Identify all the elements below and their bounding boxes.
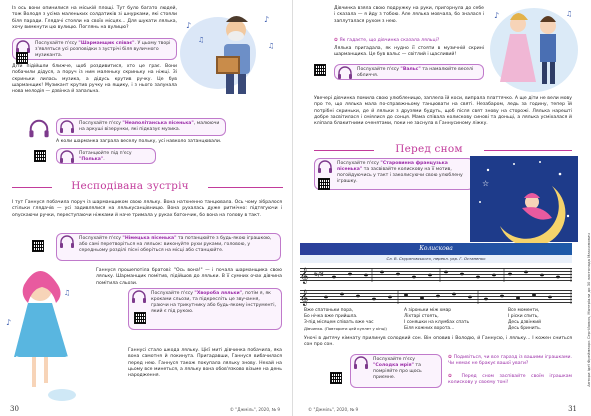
task-box-5-title: "Хвороба ляльки": [194, 291, 243, 296]
song-title: Колискова: [300, 243, 572, 255]
lyric-line: Вже спатоньки пора,: [304, 308, 354, 313]
sleeping-girl-illustration: [470, 156, 578, 242]
music-notes: [300, 264, 572, 286]
bullet-icon: ✿: [448, 355, 454, 360]
music-staff-1: [300, 268, 572, 282]
section-heading-before-sleep: Перед сном: [395, 143, 463, 155]
lyric-line: Дівчинка. (Повторити цей куплет у кінці): [304, 326, 387, 331]
lyric-line: І соняшки на клумбах спать: [404, 320, 470, 325]
lyrics-column-2: [404, 308, 494, 332]
task-box-3-lead: Потанцюйте під п'єсу: [79, 151, 132, 156]
task-box-4: [56, 233, 281, 261]
right-paragraph-3: Увечері дівчинка помила свою улюбленицю, заплела їй коси, випрала платтячко. А ще діти не вели мову про те, що лялька мала по-справжньому танцювати на святі. Незабаром, ледь за годину, тепер їй потрібні скриньки, де й ляльки з друзями будуть, щоб після свят знову на сторожі. Лялька нарешті добре засвітилася і сміялися до сонця. Мама співала колискову синові та доньці, а лялька усміхалася й кліпала блакитними оченятами, поки не заснула в Ганнусиному ліжку.: [314, 96, 572, 127]
right-bullet-2-text: Подивіться, чи все гаразд із вашими іграшками. Чи немає не бракує вашої уваги?: [448, 355, 572, 367]
right-bullet-1-text: Як гадаєте, що дівчинка сказала ляльці?: [339, 38, 440, 43]
lyric-line: Бо нічка вже прийшла.: [304, 314, 358, 319]
svg-text:♫: ♫: [268, 42, 275, 50]
qr-code-icon[interactable]: [32, 240, 44, 252]
svg-text:♫: ♫: [566, 10, 573, 18]
task-box-dream: [350, 354, 442, 388]
task-box-lullaby-lead: Послухайте п'єсу: [337, 161, 381, 166]
svg-text:𝄞: 𝄞: [300, 290, 309, 306]
dancing-doll-illustration: [2, 265, 80, 405]
task-box-1-rest: . У цьому творі з'являться усі розповідки з зустрічі біля вуличного музиканта.: [35, 41, 171, 58]
right-paragraph-1: Дівчинка взяла свою подружку на руки, пригорнула до себе і сказала — я йду з тобою. Але лялька мовчала, бо зналася і заплуталася рухом з нею.: [334, 6, 484, 24]
page-number-left: 30: [10, 405, 19, 413]
bullet-icon: ✿: [334, 38, 340, 43]
svg-text:6/8: 6/8: [314, 271, 324, 278]
right-bullet-2: [448, 355, 572, 368]
svg-text:♪: ♪: [186, 21, 192, 30]
headphones-icon: [317, 160, 333, 174]
headphones-icon: [59, 120, 75, 134]
lyric-line: Біля кожних ворота...: [404, 326, 455, 331]
svg-text:♫: ♫: [198, 36, 205, 44]
heading-rule-right: [208, 187, 283, 188]
lyrics-column-3: [508, 308, 572, 332]
bullet-icon: ✿: [448, 374, 462, 379]
section-heading-meeting: Несподівана зустріч: [71, 180, 189, 192]
task-box-1-lead: Послухайте п'єсу: [35, 41, 79, 46]
task-box-5-lead: Послухайте п'єсу: [151, 291, 195, 296]
right-bullet-1: [334, 38, 484, 44]
left-paragraph-1: Із ось вони опинилися на міській площі. Тут було багато людей, тож Володя з усіма маленьких солдатиків зі шнурками, які стояли біля паради. Глядачі стояли на своїх місцях... Для шукати лялька, хочу вимкнути цю вулицю. Поглянь на вулицю?: [12, 6, 177, 30]
task-box-3-rest: .: [103, 157, 105, 162]
right-bullet-3-text: Перед сном заспівайте своїм іграшкам колискову у своєму тоні!: [448, 374, 573, 386]
headphones-icon: [59, 235, 75, 249]
lyric-line: З-під місяцем співать вже час: [304, 320, 374, 325]
heading-rule-left: [12, 187, 52, 188]
music-staff-2: [300, 290, 572, 304]
qr-code-icon[interactable]: [314, 64, 326, 76]
right-page: [294, 0, 591, 416]
lyric-line: Ліхтарі стоять,: [404, 314, 439, 319]
task-box-4-title: "Німецька пісенька": [122, 236, 177, 241]
right-paragraph-4: Уночі в дитячу кімнату прилинув солодкий сон. Він оповив і Володю, й Ганнусю, і ляльку... І кожен сниться сон про сон.: [304, 336, 572, 348]
headphones-icon: [131, 290, 147, 304]
task-box-dream-lead: Послухайте п'єсу: [373, 357, 415, 362]
svg-text:♪: ♪: [494, 11, 500, 20]
svg-text:♪: ♪: [6, 318, 12, 327]
task-box-1-title: "Шарманщик співає": [78, 41, 135, 46]
task-box-5: [128, 288, 282, 330]
task-box-3: [56, 148, 156, 164]
heading-rule-left: [314, 150, 374, 151]
qr-code-icon[interactable]: [330, 372, 342, 384]
accordion-man-illustration: [178, 8, 283, 98]
right-bullet-3: [448, 374, 572, 387]
qr-code-icon[interactable]: [34, 150, 46, 162]
task-box-waltz-lead: Послухайте п'єсу: [357, 67, 401, 72]
task-box-5-rest: , потім я, як кроками сльози, та підкресліть це звучання, граючи на трикутнику або будь-якому інструменті, який є під рукою.: [151, 291, 276, 314]
task-box-lullaby: [314, 158, 474, 190]
task-box-dream-title: "Солодка мрія": [373, 363, 414, 368]
left-paragraph-3: А коли шарманка заграла веселу польку, усі навколо затанцювали.: [56, 139, 222, 144]
task-box-1: [12, 38, 177, 60]
vertical-sidebar-credit: Автори ідеї Фреймворк Сергійович, Матеріали до 30 листопада Максимович: [586, 233, 591, 387]
qr-code-icon[interactable]: [134, 312, 146, 324]
task-box-waltz-title: "Вальс": [400, 67, 421, 72]
task-box-2-title: "Неаполітанська пісенька": [122, 121, 194, 126]
task-box-4-rest: та потанцюйте з будь-якою іграшкою, або самі перетворіться на ляльок: виконуйте рухи руками, головою, у середньому розділі пісні оберіться на місці або станцюйте.: [79, 236, 272, 253]
page-number-right: 31: [568, 405, 577, 413]
left-paragraph-6: Ганнусі стало шкода ляльку. Цієї миті дівчинка побачила, яка вона самотня й покинута. Пригадавши, Ганнуся вибачилася перед нею. Ганнуся також покупала ляльку знову. Нехай на цьому все минеться, а ляльку вона обов'язково візьме на день народження.: [128, 348, 282, 379]
lyrics-column-1: [304, 308, 399, 332]
headphones-icon: [28, 118, 50, 140]
task-box-lullaby-rest: та засвівайте колискову на її мотив, погойдуючись у такт і заколисуючи свою улюблену іграшку.: [337, 167, 463, 184]
task-box-2-rest: , малюючи на аркуші візерунки, які підказує музика.: [79, 121, 220, 132]
task-box-lullaby-title: "Старовинна французька пісенька": [337, 161, 448, 172]
lyric-line: А зіроньки між хмар: [404, 308, 452, 313]
task-box-waltz-rest: та намалюйте веселі обличчя.: [357, 67, 474, 78]
qr-code-icon[interactable]: [318, 178, 330, 190]
task-box-2: [56, 118, 226, 136]
footer-right: © "Джміль", 2020, № 9: [308, 407, 359, 412]
lyric-line: Все моменти,: [508, 308, 540, 313]
dancing-couple-illustration: [488, 4, 580, 94]
right-paragraph-2: Лялька пригадала, як нудно її стояти в музичній скрині шарманщика. Це був вальс — світлий і щасливий!: [334, 46, 484, 58]
headphones-icon: [337, 66, 353, 80]
task-box-4-lead: Послухайте п'єсу: [79, 236, 123, 241]
svg-text:☆: ☆: [482, 179, 490, 188]
lyric-line: І ріски спить,: [508, 314, 539, 319]
left-paragraph-5: Ганнуся прошепотіла братові: "Ось вона!" — і почала шарманщика свою ляльку. Шарманщик помітив, підійшов до ляльки. В її сумних очах дівчина помітила сльози.: [96, 268, 282, 286]
headphones-icon: [59, 150, 75, 164]
left-page: [0, 0, 293, 416]
song-credit: Сл. В. Скуратовського, перекл. укр. Г. Остапенко: [300, 255, 572, 263]
left-paragraph-4: І тут Ганнуся побачила поруч із шарманщиком свою ляльку. Вона натхненно танцювала. Ось чому зібралося стільки глядачів — усі задивлялися на лялькусанцівницю. Вона рухалась дуже ритмічно: підтягуючи і опускаючи ручки, переступаючи ніжками й наче тримала у руках батончик, бо вона на голову в такт.: [12, 200, 282, 218]
footer-left: © "Джміль", 2020, № 9: [229, 407, 280, 412]
task-box-2-lead: Послухайте п'єсу: [79, 121, 123, 126]
qr-code-icon[interactable]: [16, 52, 28, 64]
left-paragraph-2: Діти підійшли ближче, щоб роздивитися, хто це грає. Вони побачили дідуся, а поруч із ним маленьку скриньку на ніжці. Зі скриньки лилась музика, а дідусь крутив ручку. Це був шарманщик! Музикант крутив ручку на ящику, і з нього залунала нова мелодія — дзвінка й запальна.: [12, 64, 177, 95]
task-box-waltz: [334, 64, 484, 80]
task-box-dream-rest: та помріяйте про щось приємне.: [373, 363, 422, 380]
svg-text:𝄞: 𝄞: [300, 268, 309, 284]
headphones-icon: [353, 356, 369, 370]
task-box-3-title: "Полька": [79, 157, 104, 162]
heading-rule-right: [484, 150, 572, 151]
svg-text:♪: ♪: [264, 15, 270, 24]
svg-text:♫: ♫: [64, 289, 71, 297]
music-notes: [300, 286, 572, 308]
lyric-line: Десь бринить.: [508, 326, 542, 331]
lyric-line: Десь дзвінкий: [508, 320, 541, 325]
